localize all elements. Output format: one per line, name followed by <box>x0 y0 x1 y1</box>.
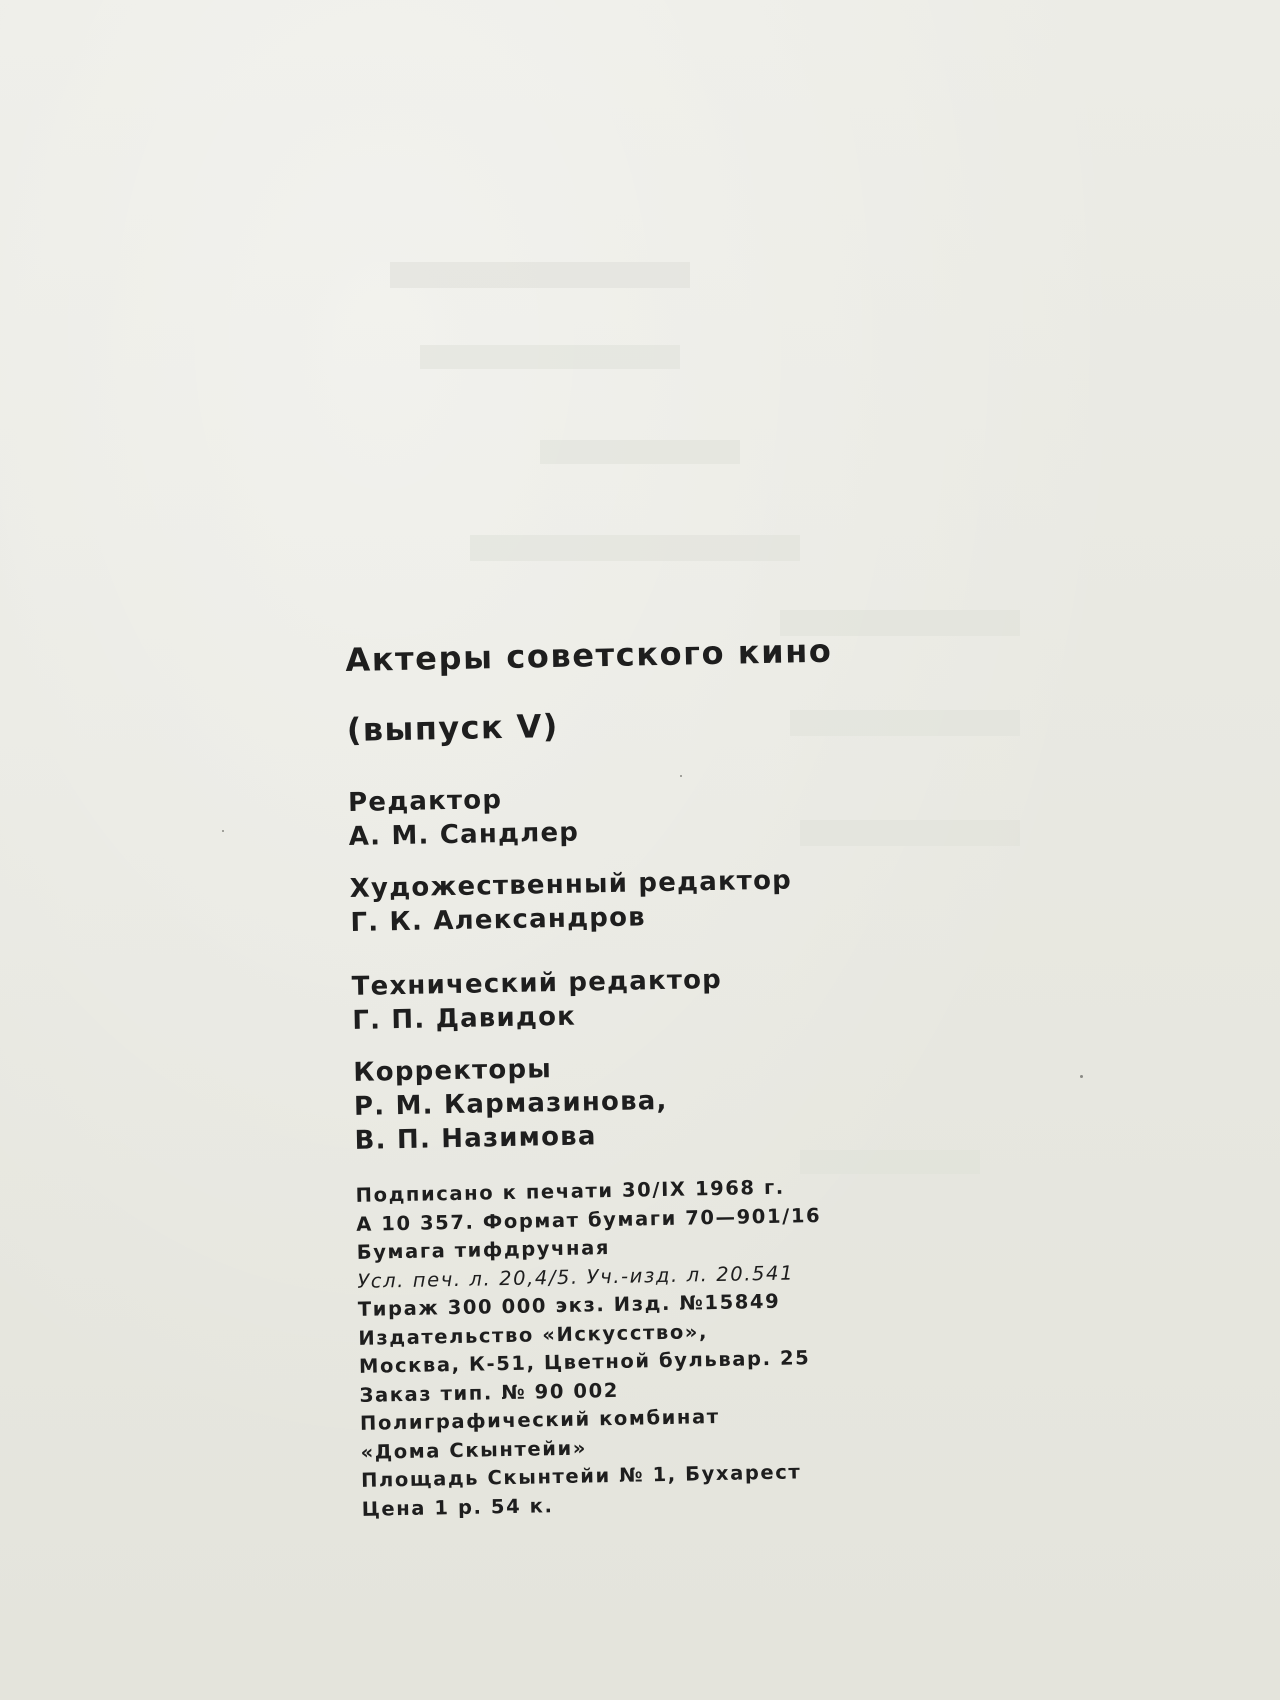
credit-name: В. П. Назимова <box>354 1121 597 1156</box>
paper-speck <box>1080 1075 1083 1078</box>
detail-line: Москва, К-51, Цветной бульвар. 25 <box>358 1346 811 1378</box>
show-through <box>470 535 800 561</box>
colophon <box>345 629 922 1524</box>
detail-line: А 10 357. Формат бумаги 70—901/16 <box>355 1203 822 1236</box>
credit-name: Р. М. Кармазинова, <box>353 1085 668 1122</box>
credit-name: Г. П. Давидок <box>352 1001 577 1036</box>
detail-line: Полиграфический комбинат <box>359 1404 720 1435</box>
credit-technical-editor <box>351 959 912 1038</box>
show-through <box>390 262 690 288</box>
book-title: Актеры советского кино <box>345 631 833 679</box>
detail-line: Площадь Скынтейи № 1, Бухарест <box>360 1460 802 1492</box>
detail-line: Подписано к печати 30/IX 1968 г. <box>355 1175 786 1207</box>
detail-line: Издательство «Искусство», <box>358 1319 709 1350</box>
credit-name: Г. К. Александров <box>350 902 647 938</box>
credit-role: Редактор <box>347 785 503 818</box>
credit-role: Технический редактор <box>351 964 723 1002</box>
credits-list <box>348 775 915 1158</box>
credit-proofreaders <box>353 1045 915 1158</box>
detail-line: Заказ тип. № 90 002 <box>359 1378 620 1407</box>
show-through <box>540 440 740 464</box>
detail-line: Усл. печ. л. 20,4/5. Уч.-изд. л. 20.541 <box>357 1260 795 1293</box>
print-details <box>355 1171 921 1524</box>
credit-role: Корректоры <box>353 1054 553 1088</box>
credit-art-editor <box>349 861 910 940</box>
detail-line: Бумага тифдручная <box>356 1236 611 1264</box>
issue-number: (выпуск V) <box>346 706 560 749</box>
credit-role: Художественный редактор <box>349 865 793 904</box>
detail-line: Тираж 300 000 экз. Изд. №15849 <box>357 1289 781 1321</box>
detail-line: Цена 1 р. 54 к. <box>361 1493 554 1521</box>
paper-speck <box>222 830 224 832</box>
credit-name: А. М. Сандлер <box>348 817 580 852</box>
detail-line: «Дома Скынтейи» <box>360 1436 588 1464</box>
show-through <box>420 345 680 369</box>
credit-editor <box>348 775 909 854</box>
